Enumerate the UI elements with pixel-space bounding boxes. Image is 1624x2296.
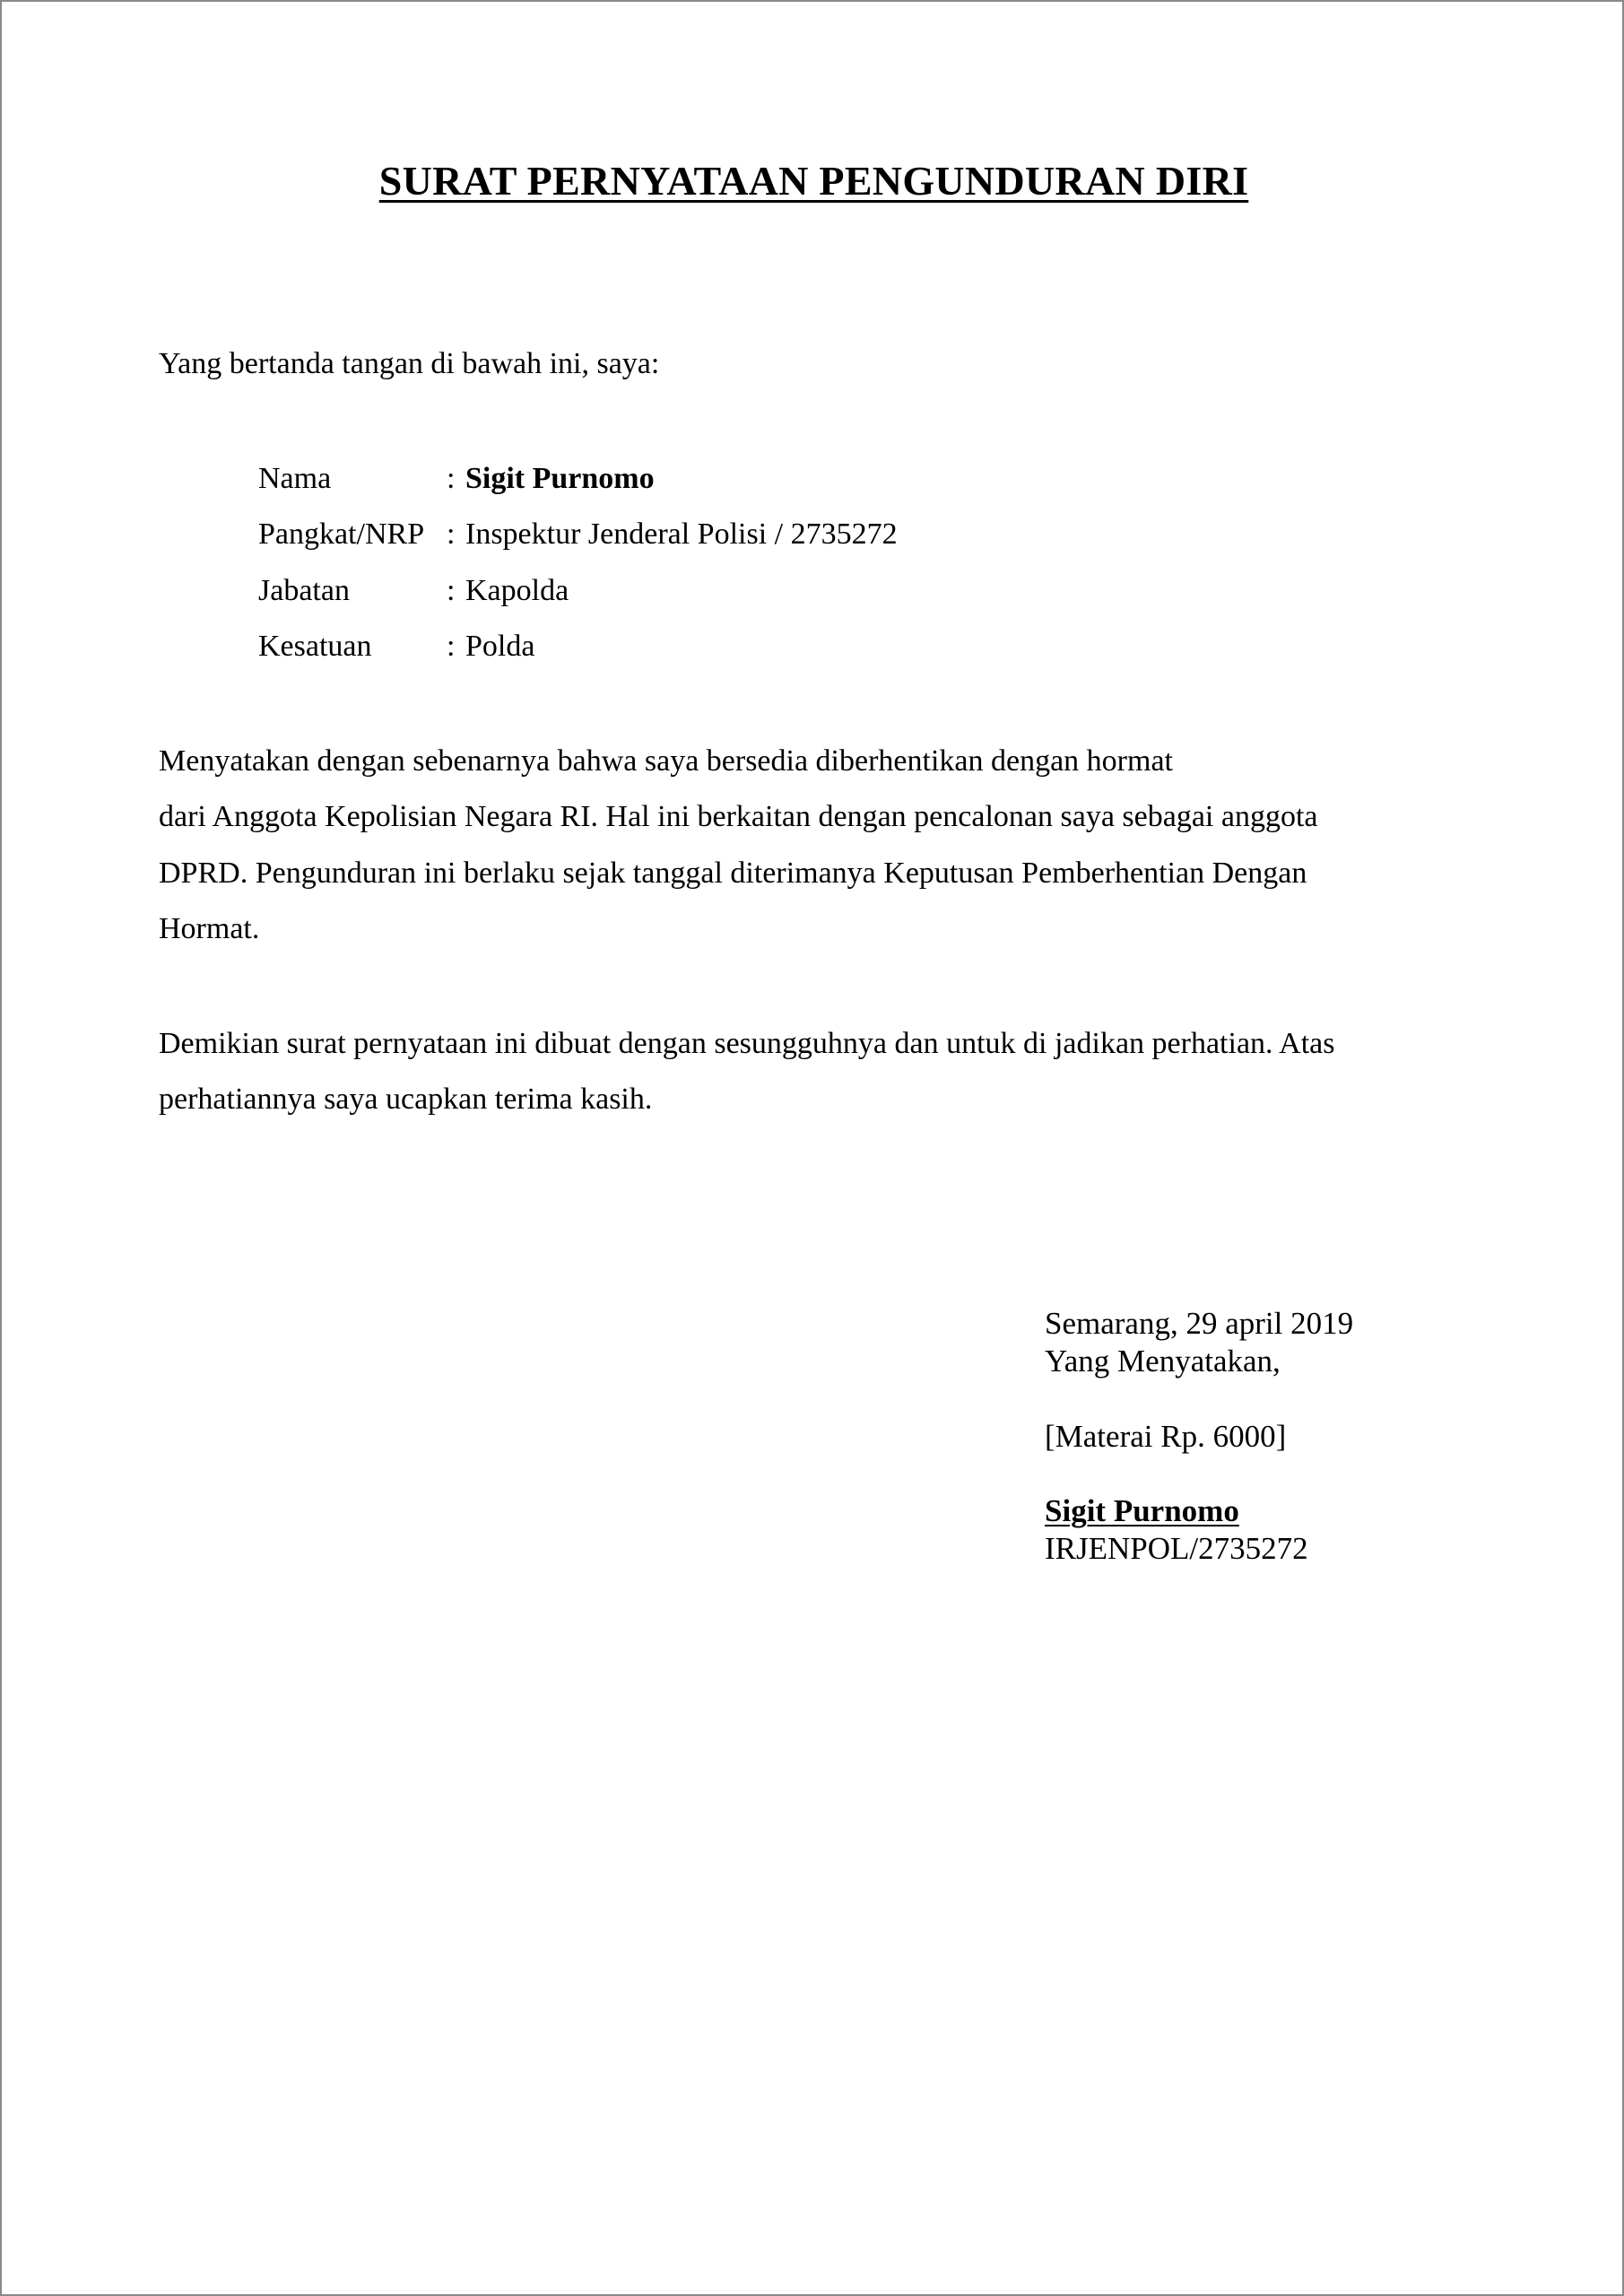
signatory-rank-id: IRJENPOL/2735272 — [1045, 1531, 1308, 1566]
revenue-stamp-placeholder: [Materai Rp. 6000] — [1045, 1419, 1287, 1454]
field-value: Kapolda — [465, 574, 569, 607]
field-value: Sigit Purnomo — [465, 462, 655, 495]
paragraph-2-line: Demikian surat pernyataan ini dibuat dengan sesungguhnya dan untuk di jadikan perhatian. Atas — [159, 1027, 1335, 1060]
intro-text: Yang bertanda tangan di bawah ini, saya: — [159, 347, 660, 380]
signature-place-date: Semarang, 29 april 2019 — [1045, 1306, 1354, 1341]
signature-closing: Yang Menyatakan, — [1045, 1344, 1281, 1378]
paragraph-1-line: Menyatakan dengan sebenarnya bahwa saya bersedia diberhentikan dengan hormat — [159, 744, 1173, 778]
document-title: SURAT PERNYATAAN PENGUNDURAN DIRI — [378, 158, 1249, 204]
paragraph-1-line: dari Anggota Kepolisian Negara RI. Hal ini berkaitan dengan pencalonan saya sebagai anggota — [159, 800, 1318, 833]
field-label: Kesatuan — [258, 630, 372, 663]
field-colon: : — [447, 574, 456, 607]
field-label: Jabatan — [258, 574, 350, 607]
paragraph-1-line: DPRD. Pengunduran ini berlaku sejak tanggal diterimanya Keputusan Pemberhentian Dengan — [159, 857, 1307, 890]
paragraph-2-line: perhatiannya saya ucapkan terima kasih. — [159, 1083, 653, 1116]
field-label: Pangkat/NRP — [258, 517, 425, 551]
field-colon: : — [447, 517, 456, 551]
signatory-name: Sigit Purnomo — [1045, 1493, 1239, 1528]
field-colon: : — [447, 630, 456, 663]
field-label: Nama — [258, 462, 332, 495]
field-value: Inspektur Jenderal Polisi / 2735272 — [465, 517, 898, 551]
field-value: Polda — [465, 630, 535, 663]
field-colon: : — [447, 462, 456, 495]
paragraph-1-line: Hormat. — [159, 912, 260, 945]
